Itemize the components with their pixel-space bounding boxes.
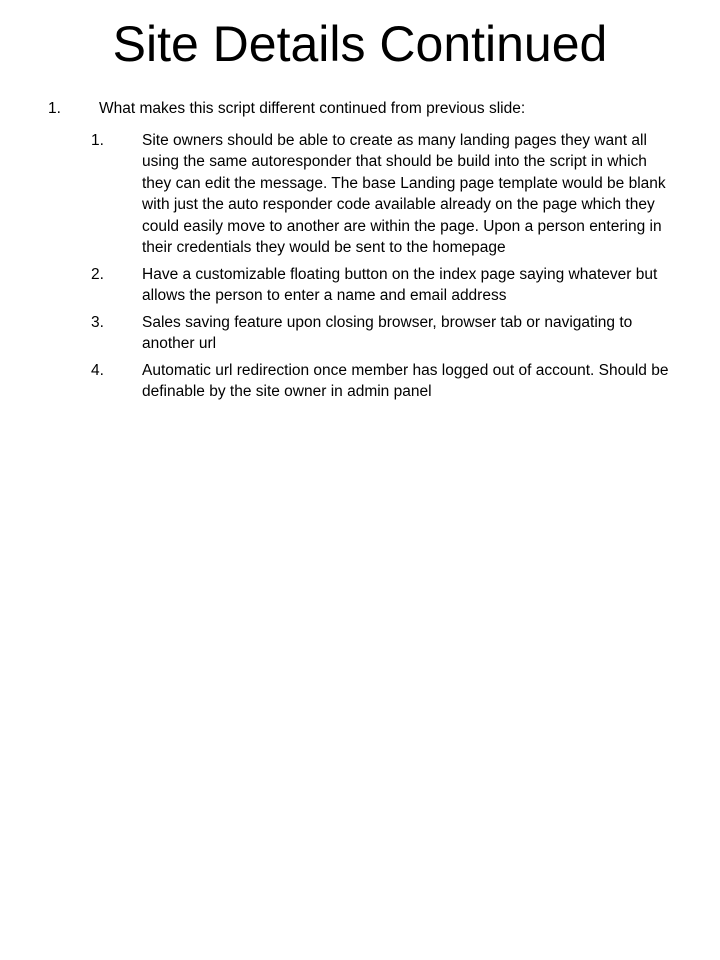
sub-list-item-number: 4. (91, 361, 104, 379)
list-item-row (0, 98, 720, 120)
sub-list-item-text: Automatic url redirection once member has logged out of account. Should be definable by the site owner in admin panel (142, 361, 669, 400)
sub-list-item-number: 2. (91, 265, 104, 283)
slide-body (0, 98, 720, 408)
list-item-text: What makes this script different continued from previous slide: (99, 100, 526, 117)
sub-list-item-number: 1. (91, 131, 104, 149)
sub-list-item (0, 264, 720, 307)
main-list (0, 98, 720, 403)
sub-list (0, 130, 720, 403)
sub-list-item-text: Have a customizable floating button on the index page saying whatever but allows the person to enter a name and email address (142, 265, 658, 304)
sub-list-item-number: 3. (91, 313, 104, 331)
sub-list-item (0, 360, 720, 403)
sub-list-item (0, 130, 720, 259)
sub-list-item (0, 312, 720, 355)
sub-list-item-text: Site owners should be able to create as many landing pages they want all using the same autoresponder that should be build into the script in which they can edit the message. The base Landing page template would be blank with just the auto responder code available already on the page which they could easily move to another are within the page. Upon a person entering in their credentials they would be sent to the homepage (142, 131, 666, 256)
sub-list-item-text: Sales saving feature upon closing browser, browser tab or navigating to another url (142, 313, 633, 352)
slide-title: Site Details Continued (112, 16, 608, 72)
list-item-number: 1. (48, 100, 61, 117)
list-item (0, 98, 720, 403)
